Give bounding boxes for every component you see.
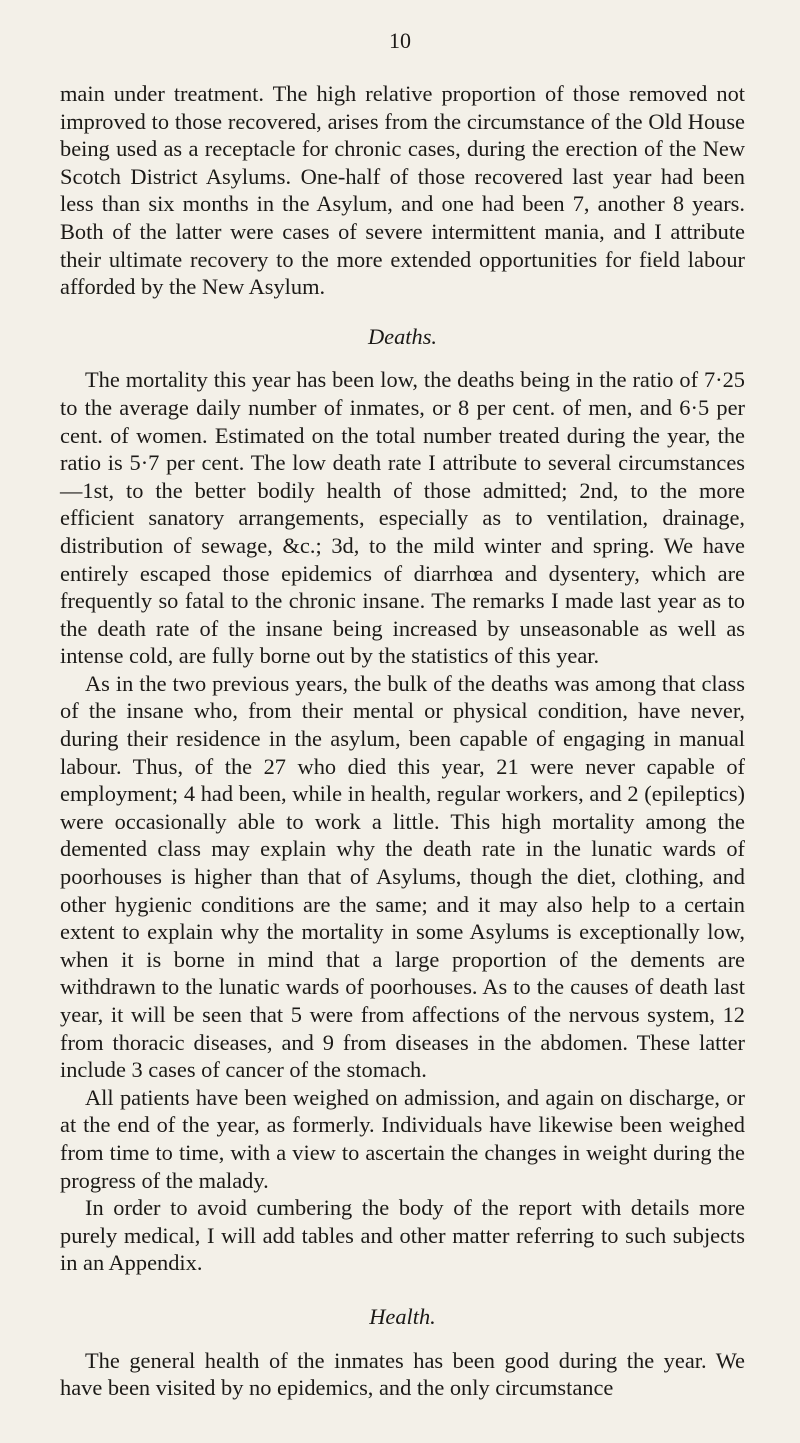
section-heading-health: Health.: [369, 1303, 436, 1329]
page-number: 10: [389, 28, 411, 53]
paragraph-deaths-1: The mortality this year has been low, the deaths being in the ratio of 7·25 to the average daily number of inmates, or 8 per cent. of men, and 6·5 per cent. of women. Estimated on the total number treated during the year, the ratio is 5·7 per cent. The low death rate I attribute to several circumstances—1st, to the better bodily health of those admitted; 2nd, to the more efficient sanatory arrangements, especially as to ventilation, drainage, distribution of sewage, &c.; 3d, to the mild winter and spring. We have entirely escaped those epidemics of diarrhœa and dysentery, which are frequently so fatal to the chronic insane. The remarks I made last year as to the death rate of the insane being increased by unseasonable as well as intense cold, are fully borne out by the statistics of this year.: [60, 367, 745, 669]
paragraph-deaths-2: As in the two previous years, the bulk of the deaths was among that class of the insane who, from their mental or physical condition, have never, during their residence in the asylum, been capable of engaging in manual labour. Thus, of the 27 who died this year, 21 were never capable of employment; 4 had been, while in health, regular workers, and 2 (epileptics) were occasionally able to work a little. This high mortality among the demented class may explain why the death rate in the lunatic wards of poorhouses is higher than that of Asylums, though the diet, clothing, and other hygienic conditions are the same; and it may also help to a certain extent to explain why the mortality in some Asylums is exceptionally low, when it is borne in mind that a large proportion of the dements are withdrawn to the lunatic wards of poorhouses. As to the causes of death last year, it will be seen that 5 were from affections of the nervous system, 12 from thoracic diseases, and 9 from diseases in the abdomen. These latter include 3 cases of cancer of the stomach.: [60, 670, 745, 1083]
paragraph-intro: main under treatment. The high relative proportion of those removed not improved to those recovered, arises from the circumstance of the Old House being used as a receptacle for chronic cases, during the erection of the New Scotch District Asylums. One-half of those recovered last year had been less than six months in the Asylum, and one had been 7, another 8 years. Both of the latter were cases of severe intermittent mania, and I attribute their ultimate recovery to the more extended opportunities for field labour afforded by the New Asylum.: [60, 81, 745, 300]
paragraph-deaths-4: In order to avoid cumbering the body of the report with details more purely medical, I will add tables and other matter referring to such subjects in an Appendix.: [60, 1195, 745, 1276]
section-heading-deaths: Deaths.: [367, 323, 438, 349]
body-text: [60, 80, 745, 1402]
paragraph-health-1: The general health of the inmates has been good during the year. We have been visited by no epidemics, and the only circumstance: [60, 1347, 745, 1401]
paragraph-deaths-3: All patients have been weighed on admission, and again on discharge, or at the end of the year, as formerly. Individuals have likewise been weighed from time to time, with a view to ascertain the changes in weight during the progress of the malady.: [60, 1084, 745, 1193]
